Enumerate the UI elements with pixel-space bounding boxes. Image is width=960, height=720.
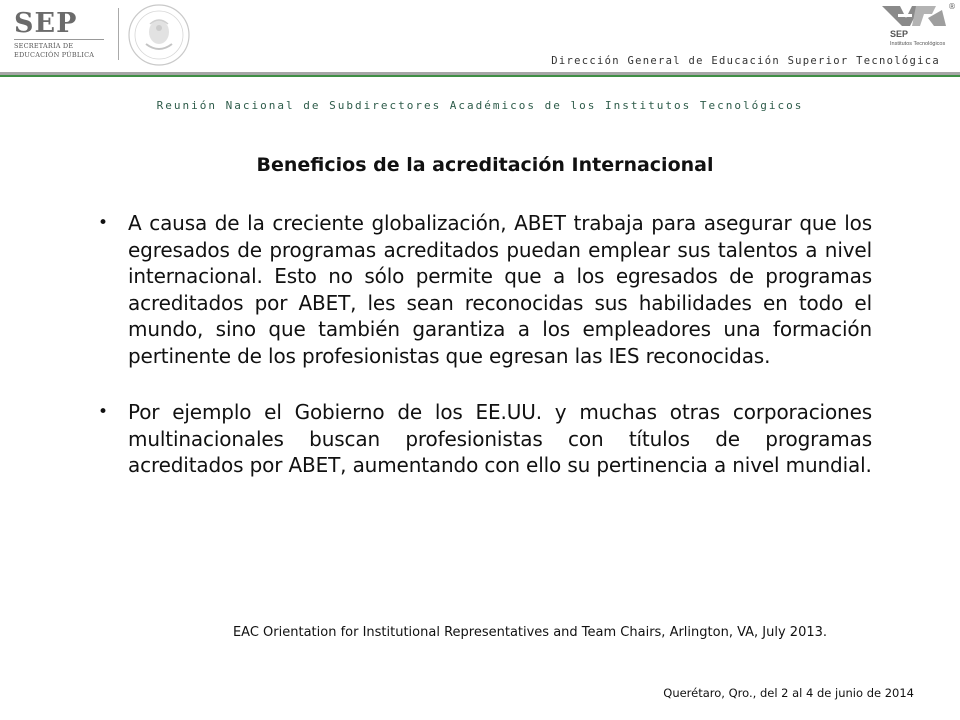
sep-logo-subtitle-line2: EDUCACIÓN PÚBLICA <box>14 51 95 59</box>
bullet-text: Por ejemplo el Gobierno de los EE.UU. y muchas otras corporaciones multinacionales buscan profesionistas con títulos de programas acreditados por ABET, aumentando con ello su pertinencia a nivel mundial. <box>128 400 872 477</box>
tec-institutes-logo-icon <box>876 0 956 48</box>
sep-logo-word: SEP <box>14 8 78 39</box>
slide-header <box>0 0 960 80</box>
sep-logo-rule <box>14 39 104 40</box>
bullet-icon: • <box>98 402 109 422</box>
bullet-text: A causa de la creciente globalización, ABET trabaja para asegurar que los egresados de programas acreditados puedan emplear sus talentos a nivel internacional. Esto no sólo permite que a los egresados de programas acreditados por ABET, les sean reconocidas sus habilidades en todo el mundo, sino que también garantiza a los empleadores una formación pertinente de los profesionistas que egresan las IES reconocidas. <box>128 211 872 368</box>
bullet-list <box>95 210 872 509</box>
national-seal-icon <box>126 2 192 68</box>
bullet-item <box>95 399 872 479</box>
sep-logo-subtitle <box>14 42 94 60</box>
header-rule-green <box>0 75 960 77</box>
citation: EAC Orientation for Institutional Representatives and Team Chairs, Arlington, VA, July 2013. <box>232 625 828 640</box>
registered-mark: ® <box>948 2 956 11</box>
bullet-item <box>95 210 872 369</box>
slide-title: Beneficios de la acreditación Internacional <box>256 154 714 176</box>
footer-location-date: Querétaro, Qro., del 2 al 4 de junio de 2014 <box>663 686 914 700</box>
directorate-name: Dirección General de Educación Superior Tecnológica <box>551 55 940 67</box>
sep-logo-subtitle-line1: SECRETARÍA DE <box>14 42 74 50</box>
bullet-icon: • <box>98 213 109 233</box>
svg-text:Institutos Tecnológicos: Institutos Tecnológicos <box>890 41 946 47</box>
logo-divider <box>118 8 119 60</box>
sep-logo <box>8 8 108 60</box>
svg-text:SEP: SEP <box>890 29 909 39</box>
meeting-title: Reunión Nacional de Subdirectores Académicos de los Institutos Tecnológicos <box>156 99 804 112</box>
